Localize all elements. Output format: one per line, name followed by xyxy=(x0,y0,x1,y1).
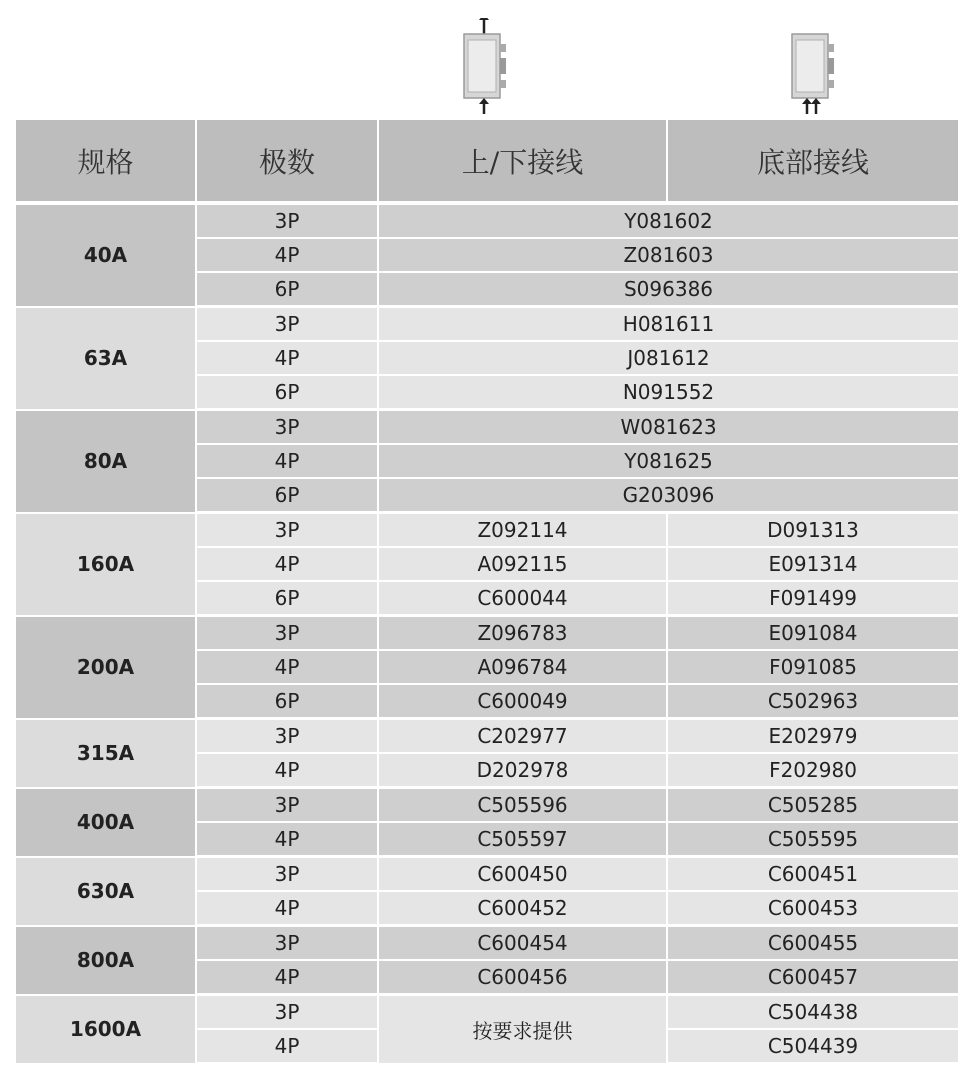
poles-cell: 6P xyxy=(196,478,378,513)
poles-cell: 4P xyxy=(196,1029,378,1064)
header-size: 规格 xyxy=(16,120,196,203)
top-bottom-code-cell: C600452 xyxy=(378,891,667,926)
table-row xyxy=(16,995,958,1030)
header-top-bottom-wiring: 上/下接线 xyxy=(378,120,667,203)
bottom-code-cell: E091314 xyxy=(667,547,958,581)
size-cell: 800A xyxy=(16,926,196,995)
table-row xyxy=(16,719,958,754)
bottom-code-cell: E091084 xyxy=(667,616,958,651)
poles-cell: 3P xyxy=(196,788,378,823)
spec-group xyxy=(16,616,958,719)
top-bottom-code-cell: C600049 xyxy=(378,684,667,719)
table-row xyxy=(16,857,958,892)
poles-cell: 6P xyxy=(196,684,378,719)
code-cell: Y081625 xyxy=(378,444,958,478)
top-bottom-code-cell: A092115 xyxy=(378,547,667,581)
spec-group xyxy=(16,995,958,1064)
top-bottom-code-cell: C600454 xyxy=(378,926,667,961)
poles-cell: 4P xyxy=(196,444,378,478)
top-bottom-code-cell: C202977 xyxy=(378,719,667,754)
table-row xyxy=(16,410,958,445)
spec-group xyxy=(16,307,958,410)
size-cell: 1600A xyxy=(16,995,196,1064)
poles-cell: 3P xyxy=(196,616,378,651)
code-cell: J081612 xyxy=(378,341,958,375)
spec-group xyxy=(16,788,958,857)
spec-group xyxy=(16,719,958,788)
poles-cell: 4P xyxy=(196,341,378,375)
spec-group xyxy=(16,410,958,513)
table-row xyxy=(16,513,958,548)
top-bottom-code-cell: Z092114 xyxy=(378,513,667,548)
top-bottom-code-cell: C600456 xyxy=(378,960,667,995)
poles-cell: 6P xyxy=(196,272,378,307)
code-cell: Y081602 xyxy=(378,203,958,238)
poles-cell: 6P xyxy=(196,581,378,616)
code-cell: S096386 xyxy=(378,272,958,307)
bottom-code-cell: F091085 xyxy=(667,650,958,684)
spec-group xyxy=(16,513,958,616)
poles-cell: 4P xyxy=(196,822,378,857)
bottom-code-cell: C600453 xyxy=(667,891,958,926)
table-row xyxy=(16,788,958,823)
size-cell: 63A xyxy=(16,307,196,410)
table-row xyxy=(16,926,958,961)
header-poles: 极数 xyxy=(196,120,378,203)
top-bottom-code-cell: D202978 xyxy=(378,753,667,788)
size-cell: 80A xyxy=(16,410,196,513)
code-cell: Z081603 xyxy=(378,238,958,272)
bottom-code-cell: C504438 xyxy=(667,995,958,1030)
table-row xyxy=(16,307,958,342)
top-bottom-code-cell: C600450 xyxy=(378,857,667,892)
size-cell: 630A xyxy=(16,857,196,926)
bottom-code-cell: D091313 xyxy=(667,513,958,548)
bottom-code-cell: C600455 xyxy=(667,926,958,961)
top-bottom-code-cell: C600044 xyxy=(378,581,667,616)
top-bottom-code-cell: C505597 xyxy=(378,822,667,857)
top-bottom-note-cell: 按要求提供 xyxy=(378,995,667,1064)
bottom-code-cell: C504439 xyxy=(667,1029,958,1064)
size-cell: 160A xyxy=(16,513,196,616)
top-bottom-code-cell: C505596 xyxy=(378,788,667,823)
bottom-code-cell: C505595 xyxy=(667,822,958,857)
bottom-code-cell: F091499 xyxy=(667,581,958,616)
poles-cell: 3P xyxy=(196,995,378,1030)
poles-cell: 4P xyxy=(196,238,378,272)
poles-cell: 3P xyxy=(196,926,378,961)
bottom-code-cell: C505285 xyxy=(667,788,958,823)
size-cell: 200A xyxy=(16,616,196,719)
spec-table xyxy=(16,120,958,1065)
spec-group xyxy=(16,857,958,926)
switch-bottom-wiring-icon xyxy=(782,18,842,118)
size-cell: 315A xyxy=(16,719,196,788)
poles-cell: 3P xyxy=(196,410,378,445)
bottom-code-cell: C600451 xyxy=(667,857,958,892)
size-cell: 400A xyxy=(16,788,196,857)
code-cell: W081623 xyxy=(378,410,958,445)
poles-cell: 4P xyxy=(196,547,378,581)
poles-cell: 4P xyxy=(196,650,378,684)
poles-cell: 4P xyxy=(196,753,378,788)
poles-cell: 4P xyxy=(196,891,378,926)
spec-group xyxy=(16,926,958,995)
bottom-code-cell: F202980 xyxy=(667,753,958,788)
header-row xyxy=(16,120,958,203)
top-bottom-code-cell: Z096783 xyxy=(378,616,667,651)
code-cell: G203096 xyxy=(378,478,958,513)
bottom-code-cell: C600457 xyxy=(667,960,958,995)
bottom-code-cell: C502963 xyxy=(667,684,958,719)
poles-cell: 3P xyxy=(196,203,378,238)
code-cell: N091552 xyxy=(378,375,958,410)
poles-cell: 6P xyxy=(196,375,378,410)
spec-group xyxy=(16,203,958,307)
poles-cell: 3P xyxy=(196,719,378,754)
poles-cell: 3P xyxy=(196,307,378,342)
poles-cell: 3P xyxy=(196,513,378,548)
switch-top-bottom-wiring-icon xyxy=(454,18,514,118)
top-bottom-code-cell: A096784 xyxy=(378,650,667,684)
header-bottom-wiring: 底部接线 xyxy=(667,120,958,203)
bottom-code-cell: E202979 xyxy=(667,719,958,754)
code-cell: H081611 xyxy=(378,307,958,342)
poles-cell: 3P xyxy=(196,857,378,892)
poles-cell: 4P xyxy=(196,960,378,995)
table-row xyxy=(16,616,958,651)
table-row xyxy=(16,203,958,238)
size-cell: 40A xyxy=(16,203,196,307)
